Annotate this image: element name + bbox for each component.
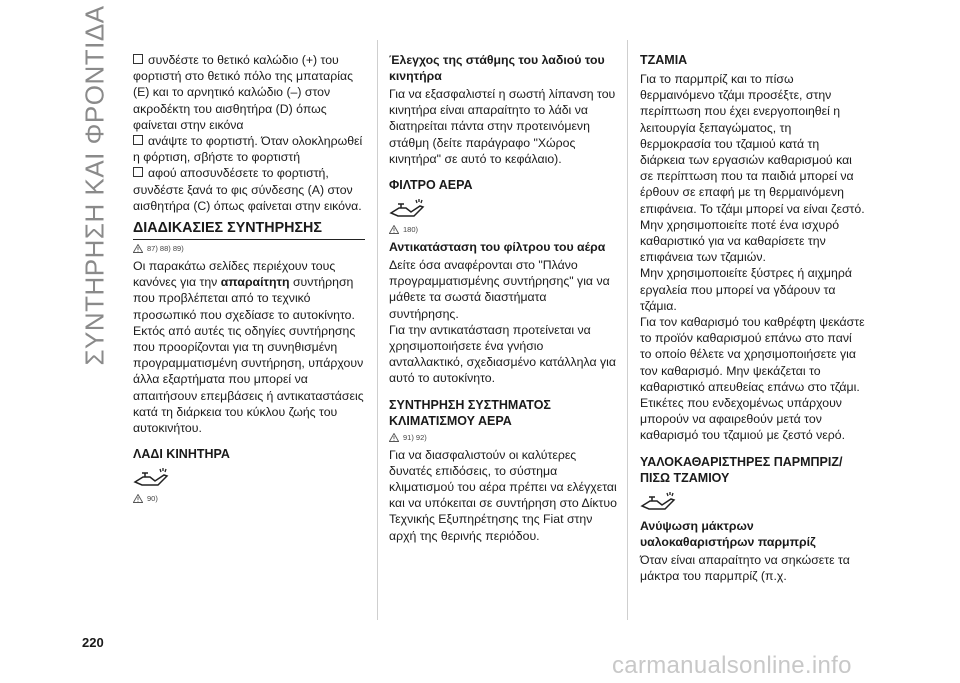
filter-replace-title: Αντικατάσταση του φίλτρου του αέρα — [389, 240, 606, 255]
square-bullet-icon — [133, 135, 143, 145]
warning-triangle-icon — [133, 244, 143, 253]
bullet-item: συνδέστε το θετικό καλώδιο (+) του φορτιστή στο θετικό πόλο της μπαταρίας (E) και το αρνητικό καλώδιο (–) στον ακροδέκτη του αισθητήρα (D) όπως φαίνεται στην εικόνα — [133, 53, 354, 132]
paragraph: Για την αντικατάσταση προτείνεται να χρησιμοποιήσετε ένα γνήσιο ανταλλακτικό, σχεδιασμένο κατάλληλα για αυτό το αυτοκίνητο. — [389, 322, 616, 386]
page-number: 220 — [82, 635, 104, 650]
paragraph: Ετικέτες που ενδεχομένως υπάρχουν μπορούν να αφαιρεθούν μετά τον καθαρισμό του τζαμιού με ζεστό νερό. — [640, 396, 846, 443]
warning-reference: 90) — [133, 494, 365, 503]
maintenance-tool-icon — [640, 490, 676, 512]
paragraph: Μην χρησιμοποιείτε ξύστρες ή αιχμηρά εργαλεία που μπορεί να γδάρουν τα τζάμια. — [640, 266, 852, 313]
section-title: ΔΙΑΔΙΚΑΣΙΕΣ ΣΥΝΤΗΡΗΣΗΣ — [133, 220, 365, 240]
bullet-item: αφού αποσυνδέσετε το φορτιστή, συνδέστε ξανά το φις σύνδεσης (A) στον αισθητήρα (C) όπως φαίνεται στην εικόνα. — [133, 166, 362, 213]
wipers-title: ΥΑΛΟΚΑΘΑΡΙΣΤΗΡΕΣ ΠΑΡΜΠΡΙΖ/ΠΙΣΩ ΤΖΑΜΙΟΥ — [640, 454, 843, 485]
air-filter-title: ΦΙΛΤΡΟ ΑΕΡΑ — [389, 178, 473, 193]
paragraph: Για να εξασφαλιστεί η σωστή λίπανση του κινητήρα είναι απαραίτητο το λάδι να διατηρείται πάντα στην προτεινόμενη στάθμη (δείτε παράγραφο "Χώρος κινητήρα" σε αυτό το κεφάλαιο). — [389, 87, 616, 166]
paragraph: Δείτε όσα αναφέρονται στο "Πλάνο προγραμματισμένης συντήρησης" για να μάθετε τα σωστά διαστήματα συντήρησης. — [389, 258, 610, 321]
paragraph: Για τον καθαρισμό του καθρέφτη ψεκάστε το προϊόν καθαρισμού επάνω στο πανί το οποίο θέλετε να χρησιμοποιήσετε για τον καθαρισμό. Μην ψεκάζεται το καθαριστικό απευθείας επάνω στο τζάμι. — [640, 315, 865, 394]
bullet-item: ανάψτε το φορτιστή. Όταν ολοκληρωθεί η φόρτιση, σβήστε το φορτιστή — [133, 134, 363, 165]
paragraph: Μην χρησιμοποιείτε ποτέ ένα ισχυρό καθαριστικό για να καθαρίσετε την επιφάνεια των τζαμιών. — [640, 217, 840, 265]
column-3 — [640, 52, 865, 584]
paragraph: Για το παρμπρίζ και το πίσω θερμαινόμενο τζάμι προσέξτε, στην περίπτωση που έχει ενεργοποιηθεί η λειτουργία ξεπαγώματος, τη θερμοκρασία του τζαμιού κατά τη διάρκεια των εργασιών καθαρισμού και σε περίπτωση που τα παιδιά μπορεί να έρθουν σε επαφή με τη θερμαινόμενη επιφάνεια. Το τζάμι μπορεί να είναι ζεστό. — [640, 72, 865, 216]
oil-can-icon — [133, 466, 169, 488]
warning-reference: 91) 92) — [389, 433, 619, 442]
oil-check-title: Έλεγχος της στάθμης του λαδιού του κινητήρα — [389, 53, 605, 83]
column-divider — [377, 40, 378, 620]
warning-triangle-icon — [389, 433, 399, 442]
paragraph: Όταν είναι απαραίτητο να σηκώσετε τα μάκτρα του παρμπρίζ (π.χ. — [640, 552, 850, 583]
warning-reference: 180) — [389, 225, 619, 234]
oil-title: ΛΑΔΙ ΚΙΝΗΤΗΡΑ — [133, 447, 230, 462]
ac-maintenance-title: ΣΥΝΤΗΡΗΣΗ ΣΥΣΤΗΜΑΤΟΣ ΚΛΙΜΑΤΙΣΜΟΥ ΑΕΡΑ — [389, 397, 551, 428]
wiper-lift-title: Ανύψωση μάκτρων υαλοκαθαριστήρων παρμπρίζ — [640, 518, 816, 549]
watermark: carmanualsonline.info — [612, 652, 852, 679]
chapter-side-title-text: ΣΥΝΤΗΡΗΣΗ ΚΑΙ ΦΡΟΝΤΙΔΑ — [79, 4, 110, 366]
square-bullet-icon — [133, 167, 143, 177]
warning-triangle-icon — [133, 494, 143, 503]
column-divider — [627, 40, 628, 620]
maintenance-tool-icon — [389, 197, 425, 219]
paragraph: Για να διασφαλιστούν οι καλύτερες δυνατές επιδόσεις, το σύστημα κλιματισμού του αέρα πρέπει να ελέγχεται και να υπόκειται σε συντήρηση στο Δίκτυο Τεχνικής Εξυπηρέτησης της Fiat στην αρχή της θερινής περιόδου. — [389, 447, 617, 543]
column-2 — [389, 52, 619, 544]
chapter-side-title — [79, 4, 110, 366]
square-bullet-icon — [133, 54, 143, 64]
paragraph: Εκτός από αυτές τις οδηγίες συντήρησης που προορίζονται για τη συνηθισμένη προγραμματισμένη συντήρηση, υπάρχουν άλλα εξαρτήματα που μπορεί να απαιτήσουν επεμβάσεις ή αντικαταστάσεις κατά τη διάρκεια του κύκλου ζωής του αυτοκινήτου. — [133, 323, 364, 436]
paragraph: Οι παρακάτω σελίδες περιέχουν τους κανόνες για την απαραίτητη συντήρηση που προβλέπεται από το τεχνικό προσωπικό που σχεδίασε το αυτοκίνητο. — [133, 259, 355, 322]
glass-title: ΤΖΑΜΙΑ — [640, 53, 688, 67]
warning-triangle-icon — [389, 225, 399, 234]
column-1 — [133, 52, 365, 508]
warning-reference: 87) 88) 89) — [133, 244, 365, 253]
